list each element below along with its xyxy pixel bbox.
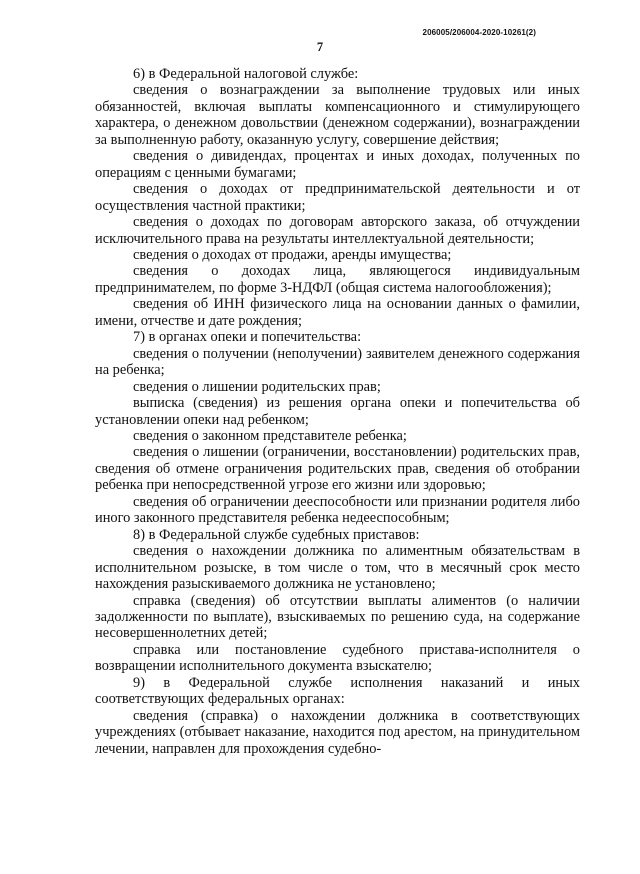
list-item: сведения о законном представителе ребенка; [133,427,407,444]
list-item: сведения о получении (неполучении) заявителем денежного содержания на ребенка; [95,345,580,379]
list-item: сведения о лишении родительских прав; [133,378,381,395]
section-heading-fns: 6) в Федеральной налоговой службе: [133,66,359,82]
section-heading-bailiffs: 8) в Федеральной службе судебных приставов: [133,526,420,543]
list-item: сведения о лишении (ограничении, восстановлении) родительских прав, сведения об отмене ограничения родительских прав, сведения об отобрании ребенка при непосредственной угрозе его жизни или здоровью; [95,444,580,494]
list-item: сведения о доходах по договорам авторского заказа, об отчуждении исключительного права на результаты интеллектуальной деятельности; [95,214,580,247]
page-number: 7 [316,40,324,54]
list-item: справка или постановление судебного пристава-исполнителя о возвращении исполнительного документа взыскателю; [95,641,580,675]
list-item: выписка (сведения) из решения органа опеки и попечительства об установлении опеки над ребенком; [95,395,580,428]
list-item: сведения о доходах от предпринимательской деятельности и от осуществления частной практики; [95,181,580,214]
list-item: сведения об ограничении дееспособности или признании родителя либо иного законного представителя ребенка недееспособным; [95,493,580,527]
list-item: сведения о нахождении должника по алиментным обязательствам в исполнительном розыске, в том числе о том, что в месячный срок место нахождения разыскиваемого должника не установлено; [95,543,580,593]
list-item: сведения о вознаграждении за выполнение трудовых или иных обязанностей, включая выплаты компенсационного и стимулирующего характера, о денежном довольствии (денежном содержании), вознаграждении за выполненную работу, оказанную услугу, совершение действия; [95,82,580,148]
section-heading-guardianship: 7) в органах опеки и попечительства: [133,329,362,346]
document-body [95,66,580,757]
section-heading-penitentiary: 9) в Федеральной службе исполнения наказаний и иных соответствующих федеральных органах: [95,674,580,708]
list-item: сведения о дивидендах, процентах и иных доходах, полученных по операциям с ценными бумагами; [95,148,580,181]
list-item: справка (сведения) об отсутствии выплаты алиментов (о наличии задолженности по выплате), взыскиваемых по решению суда, на содержание несовершеннолетних детей; [95,592,580,642]
list-item: сведения (справка) о нахождении должника в соответствующих учреждениях (отбывает наказание, находится под арестом, на принудительном лечении, направлен для прохождения судебно- [95,707,580,757]
document-id: 206005/206004-2020-10261(2) [422,28,536,37]
list-item: сведения о доходах лица, являющегося индивидуальным предпринимателем, по форме 3-НДФЛ (общая система налогообложения); [95,263,580,296]
list-item: сведения об ИНН физического лица на основании данных о фамилии, имени, отчестве и дате рождения; [95,296,580,329]
list-item: сведения о доходах от продажи, аренды имущества; [133,246,452,263]
